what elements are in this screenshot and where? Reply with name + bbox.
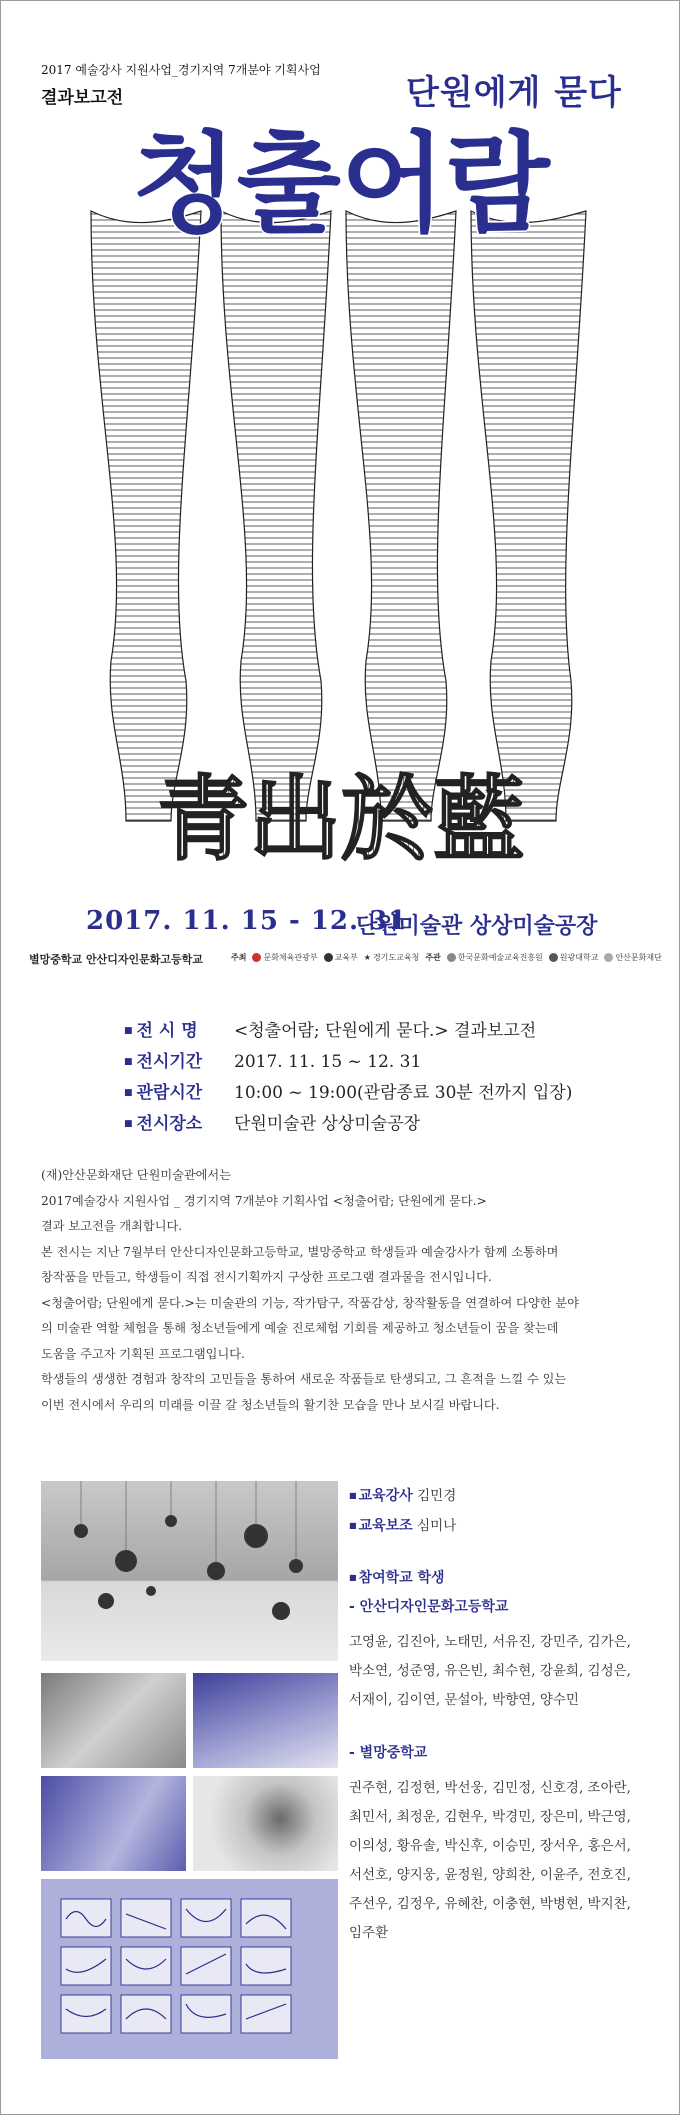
drape-columns	[91, 211, 586, 821]
school1-name: - 안산디자인문화고등학교	[349, 1599, 509, 1615]
credits	[349, 1481, 669, 1948]
artwork-photo	[193, 1673, 338, 1768]
exhibition-venue: 단원미술관 상상미술공장	[356, 914, 598, 939]
drawing-wall-photo	[41, 1879, 338, 2059]
logo-icon	[252, 953, 261, 962]
sponsor-logo: 안산문화재단	[604, 952, 661, 963]
program-name: 2017 예술강사 지원사업_경기지역 7개분야 기획사업	[41, 63, 321, 77]
teacher-line: ■ 교육강사 김민경	[349, 1481, 669, 1511]
logo-icon	[604, 953, 613, 962]
exhibition-description: (재)안산문화재단 단원미술관에서는 2017예술강사 지원사업 _ 경기지역 7개분야 기획사업 <청출어람; 단원에게 묻다.> 결과 보고전을 개최합니다. 본 전시는 지난 7월부터 안산디자인문화고등학교, 별망중학교 학생들과 예술강사가 함께 소통하며 창작품을 만들고, 학생들이 직접 전시기획까지 구상한 프로그램 결과물을 전시입니다. <청출어람; 단원에게 묻다.>는 미술관의 기능, 작가탐구, 작품감상, 창작활동을 연결하여 다양한 분야 의 미술관 역할 체험을 통해 청소년들에게 예술 진로체험 기회를 제공하고 청소년들이 꿈을 찾는데 도움을 주고자 기획된 프로그램입니다. 학생들의 생생한 경험과 창작의 고민들을 통하여 새로운 작품들로 탄생되고, 그 흔적을 느낄 수 있는 이번 전시에서 우리의 미래를 이끌 갈 청소년들의 활기찬 모습을 만나 보시길 바랍니다.	[41, 1168, 579, 1412]
info-row: ■ 전시장소 단원미술관 상상미술공장	[124, 1109, 572, 1140]
students-photo	[41, 1776, 186, 1871]
title-artwork	[71, 121, 611, 891]
organizer-label: 주관	[425, 953, 441, 962]
exhibition-subtitle: 단원에게 묻다	[406, 73, 622, 113]
exhibition-info	[124, 1016, 572, 1140]
exhibition-date: 2017. 11. 15 - 12. 31	[86, 906, 408, 936]
sponsor-logo: 교육부	[324, 952, 358, 963]
classroom-photo	[41, 1673, 186, 1768]
info-row: ■ 전시기간 2017. 11. 15 ~ 12. 31	[124, 1047, 572, 1078]
info-row: ■ 전 시 명 <청출어람; 단원에게 묻다.> 결과보고전	[124, 1016, 572, 1047]
participating-schools: 별망중학교 안산디자인문화고등학교	[29, 953, 203, 966]
title-hangul: 청출어람	[132, 122, 550, 247]
logo-icon	[549, 953, 558, 962]
drawings-grid	[41, 1879, 338, 2059]
info-row: ■ 관람시간 10:00 ~ 19:00(관람종료 30분 전까지 입장)	[124, 1078, 572, 1109]
students-heading: ■ 참여학교 학생	[349, 1563, 669, 1593]
report-label: 결과보고전	[41, 88, 124, 108]
sponsor-logo: ★ 경기도교육청	[363, 953, 420, 962]
assistant-line: ■ 교육보조 심미나	[349, 1511, 669, 1541]
sponsor-logos	[231, 952, 662, 963]
star-icon: ★	[363, 953, 371, 962]
logo-icon	[447, 953, 456, 962]
title-hanja: 青出於藍	[156, 765, 526, 873]
sponsor-logo: 원광대학교	[549, 952, 599, 963]
school1-students: 고영윤, 김진아, 노태민, 서유진, 강민주, 김가은, 박소연, 성준영, 유은빈, 최수현, 강윤희, 김성은, 서재이, 김이연, 문설아, 박향연, 양수민	[349, 1634, 631, 1708]
gallery-photo	[41, 1481, 338, 1661]
school2-students: 권주현, 김정현, 박선웅, 김민정, 신호경, 조아란, 최민서, 최정운, 김현우, 박경민, 장은미, 박근영, 이의성, 황유솔, 박신후, 이승민, 장서우, 홍은서, 서선호, 양지웅, 윤정원, 양희찬, 이윤주, 전호진, 주선우, 김정우, 유혜찬, 이충현, 박병현, 박지찬, 임주환	[349, 1780, 631, 1941]
host-label: 주최	[231, 953, 247, 962]
hanging-mobiles	[41, 1481, 338, 1661]
school2-name: - 별망중학교	[349, 1745, 428, 1761]
logo-icon	[324, 953, 333, 962]
sponsor-logo: 한국문화예술교육진흥원	[447, 952, 543, 963]
sponsor-logo: 문화체육관광부	[252, 952, 317, 963]
sculpture-photo	[193, 1776, 338, 1871]
